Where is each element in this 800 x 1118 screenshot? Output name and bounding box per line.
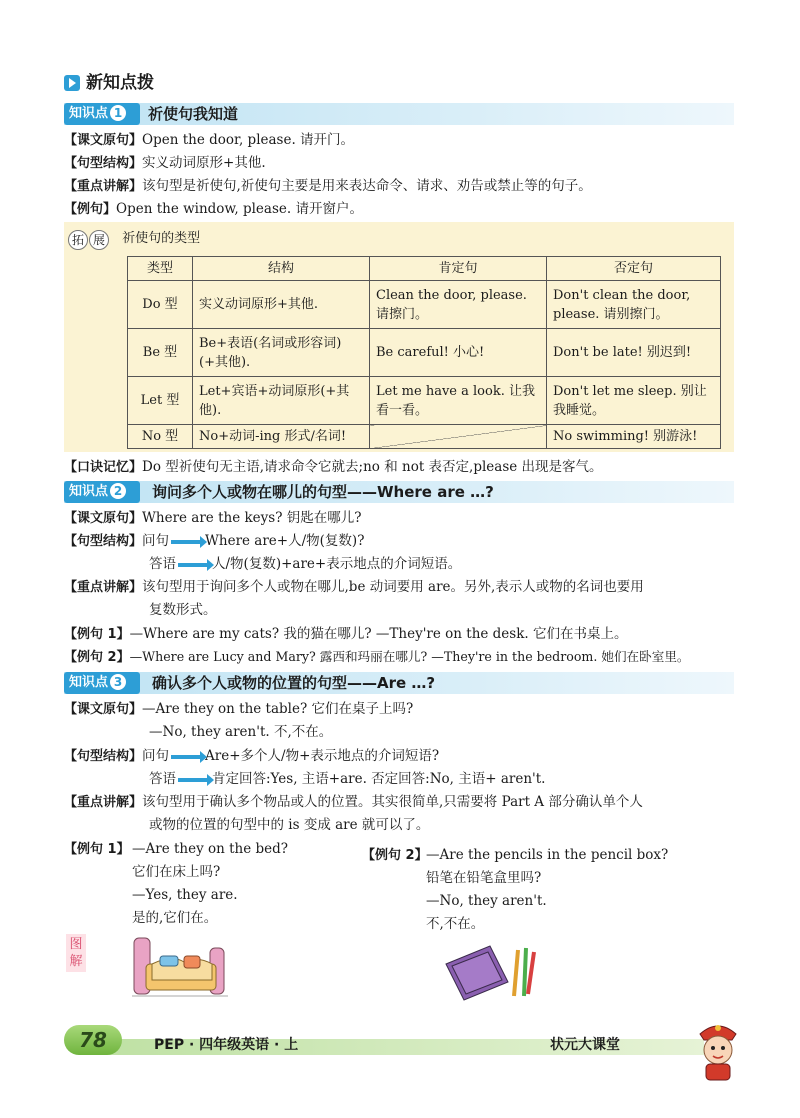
kp2-row-example2: 【例句 2】—Where are Lucy and Mary? 露西和玛丽在哪儿? —They're in the bedroom. 她们在卧室里。 — [64, 649, 690, 665]
table-cell: Don't be late! 别迟到! — [547, 329, 721, 377]
kp3-row-original: 【课文原句】—Are they on the table? 它们在桌子上吗? — [64, 701, 414, 717]
kp3-example1-tag: 【例句 1】 — [64, 842, 130, 857]
extension-label-char1: 拓 — [68, 230, 88, 250]
kp3-row-structure: 【句型结构】问句 Are+多个人/物+表示地点的介词短语? — [64, 748, 440, 764]
kp3-badge-label: 知识点 — [69, 675, 109, 690]
kp3-example2-line: —Are the pencils in the pencil box? — [426, 847, 669, 863]
kp3-example1-line: 它们在床上吗? — [132, 864, 221, 880]
illustration-label: 图 解 — [66, 934, 86, 972]
kp1-row-explain: 【重点讲解】该句型是祈使句,祈使句主要是用来表达命令、请求、劝告或禁止等的句子。 — [64, 178, 592, 194]
table-header-row — [128, 257, 721, 281]
table-cell: Do 型 — [128, 281, 193, 329]
footer-bar — [64, 1025, 724, 1057]
kp3-row-explain-cont: 或物的位置的句型中的 is 变成 are 就可以了。 — [149, 817, 430, 833]
kp3-example2-tag: 【例句 2】 — [362, 848, 428, 863]
kp2-row-structure: 【句型结构】问句 Where are+人/物(复数)? — [64, 533, 365, 549]
kp1-row-original: 【课文原句】Open the door, please. 请开门。 — [64, 132, 355, 148]
kp1-badge-label: 知识点 — [69, 106, 109, 121]
kp2-row-answer: 答语 人/物(复数)+are+表示地点的介词短语。 — [149, 556, 462, 572]
kp1-bar — [64, 103, 734, 125]
kp2-badge-label: 知识点 — [69, 484, 109, 499]
kp2-badge-num: 2 — [110, 483, 126, 499]
kp3-example2-line: 不,不在。 — [426, 916, 485, 932]
kp3-example2-line: 铅笔在铅笔盒里吗? — [426, 870, 542, 886]
extension-label — [68, 229, 200, 250]
kp2-row-example1: 【例句 1】—Where are my cats? 我的猫在哪儿? —They're on the desk. 它们在书桌上。 — [64, 626, 628, 642]
section-title: 新知点拨 — [86, 73, 154, 93]
arrow-icon — [171, 540, 201, 544]
kp2-badge — [64, 481, 140, 503]
table-header-cell: 肯定句 — [370, 257, 547, 281]
imperative-table — [127, 256, 721, 449]
kp3-badge — [64, 672, 140, 694]
table-header-cell: 类型 — [128, 257, 193, 281]
mnemonic-row: 【口诀记忆】Do 型祈使句无主语,请求命令它就去;no 和 not 表否定,please 出现是客气。 — [64, 459, 603, 475]
table-cell-empty — [370, 425, 547, 449]
kp2-title: 询问多个人或物在哪儿的句型——Where are …? — [152, 483, 494, 501]
table-cell: Be+表语(名词或形容词)(+其他). — [193, 329, 370, 377]
bed-illustration — [132, 934, 228, 998]
table-row — [128, 329, 721, 377]
kp2-row-original: 【课文原句】Where are the keys? 钥匙在哪儿? — [64, 510, 362, 526]
table-cell: Let 型 — [128, 377, 193, 425]
kp1-badge-num: 1 — [110, 105, 126, 121]
table-cell: Be 型 — [128, 329, 193, 377]
table-cell: Don't clean the door, please. 请别擦门。 — [547, 281, 721, 329]
kp3-example1-line: 是的,它们在。 — [132, 910, 218, 926]
mascot-illustration — [688, 1018, 748, 1082]
table-cell: No swimming! 别游泳! — [547, 425, 721, 449]
arrow-icon — [178, 778, 208, 782]
arrow-icon — [171, 755, 201, 759]
kp3-example1-line: —Are they on the bed? — [132, 841, 289, 857]
table-cell: 实义动词原形+其他. — [193, 281, 370, 329]
kp3-row-explain: 【重点讲解】该句型用于确认多个物品或人的位置。其实很简单,只需要将 Part A 部分确认单个人 — [64, 794, 643, 810]
kp1-title: 祈使句我知道 — [148, 105, 239, 123]
brand-name: 状元大课堂 — [550, 1037, 620, 1053]
kp3-row-original-cont: —No, they aren't. 不,不在。 — [149, 724, 333, 740]
kp3-bar — [64, 672, 734, 694]
table-cell: Be careful! 小心! — [370, 329, 547, 377]
extension-label-char2: 展 — [89, 230, 109, 250]
table-cell: No+动词-ing 形式/名词! — [193, 425, 370, 449]
table-cell: Let+宾语+动词原形(+其他). — [193, 377, 370, 425]
kp1-row-example: 【例句】Open the window, please. 请开窗户。 — [64, 201, 363, 217]
book-title: PEP · 四年级英语 · 上 — [154, 1037, 299, 1053]
pencil-box-illustration — [442, 938, 546, 1002]
table-row — [128, 377, 721, 425]
kp1-badge — [64, 103, 140, 125]
kp3-row-answer: 答语 肯定回答:Yes, 主语+are. 否定回答:No, 主语+ aren't. — [149, 771, 546, 787]
table-row — [128, 425, 721, 449]
kp2-row-explain-cont: 复数形式。 — [149, 602, 217, 618]
page-number: 78 — [79, 1028, 107, 1052]
table-cell: Don't let me sleep. 别让我睡觉。 — [547, 377, 721, 425]
table-cell: Clean the door, please. 请擦门。 — [370, 281, 547, 329]
play-arrow-icon — [64, 75, 80, 91]
table-header-cell: 结构 — [193, 257, 370, 281]
kp3-example2-line: —No, they aren't. — [426, 893, 547, 909]
kp1-row-structure: 【句型结构】实义动词原形+其他. — [64, 155, 266, 171]
kp3-badge-num: 3 — [110, 674, 126, 690]
table-row — [128, 281, 721, 329]
kp3-title: 确认多个人或物的位置的句型——Are …? — [152, 674, 436, 692]
arrow-icon — [178, 563, 208, 567]
kp2-bar — [64, 481, 734, 503]
table-cell: No 型 — [128, 425, 193, 449]
extension-title: 祈使句的类型 — [122, 231, 201, 246]
kp3-example1-line: —Yes, they are. — [132, 887, 238, 903]
table-header-cell: 否定句 — [547, 257, 721, 281]
table-cell: Let me have a look. 让我看一看。 — [370, 377, 547, 425]
kp2-row-explain: 【重点讲解】该句型用于询问多个人或物在哪儿,be 动词要用 are。另外,表示人或物的名词也要用 — [64, 579, 644, 595]
